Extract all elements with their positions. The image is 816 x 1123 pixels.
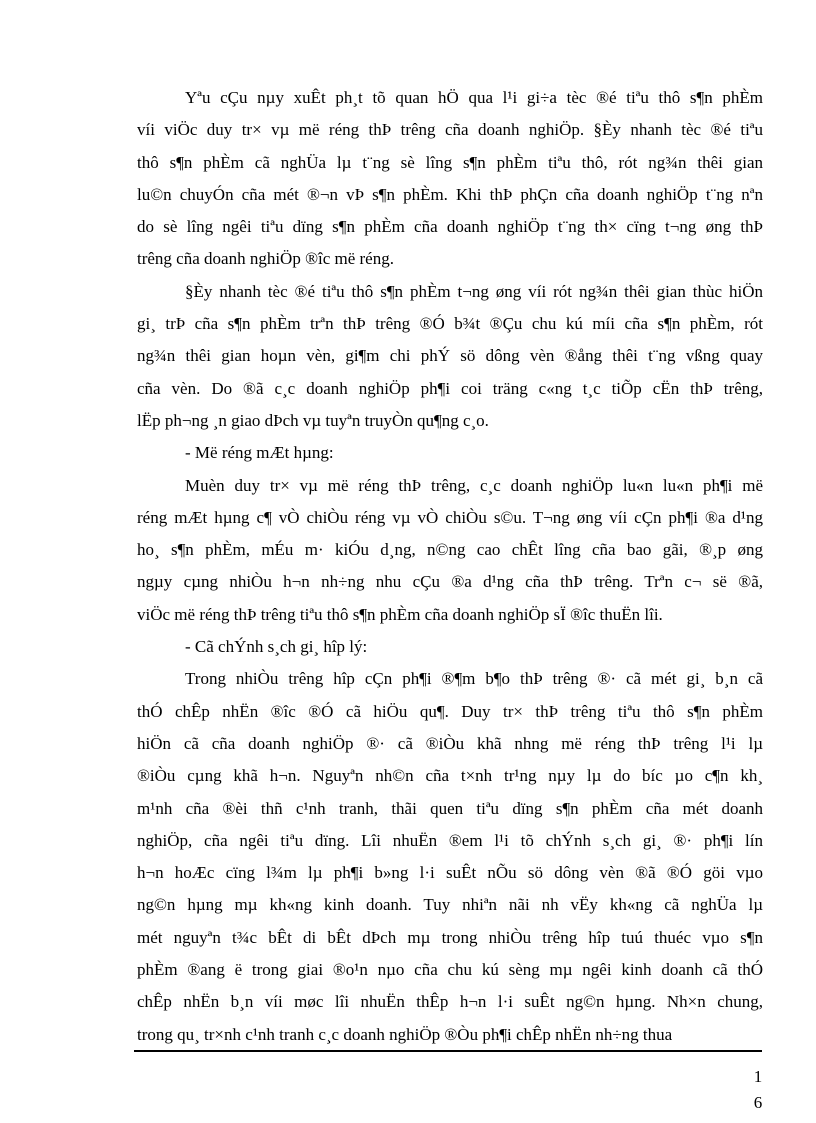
text-line: ®iÒu cµng khã h¬n. Nguyªn nh©n cña t×nh tr¹ng nµy lµ do bíc µo c¶n kh¸ [137, 766, 763, 786]
paragraph [137, 276, 763, 437]
text-line: §Èy nhanh tèc ®é tiªu thô s¶n phÈm t¬ng øng víi rót ng¾n thêi gian thùc hiÖn [185, 281, 763, 301]
text-line: Muèn duy tr× vµ më réng thÞ trêng, c¸c doanh nghiÖp lu«n lu«n ph¶i më [185, 475, 763, 495]
text-line: gi¸ trÞ cña s¶n phÈm trªn thÞ trêng ®Ó b¾t ®Çu chu kú míi cña s¶n phÈm, rót [137, 314, 763, 334]
page-number-line-2: 6 [753, 1093, 763, 1112]
text-line: Yªu cÇu nµy xuÊt ph¸t tõ quan hÖ qua l¹i gi÷a tèc ®é tiªu thô s¶n phÈm [185, 88, 763, 107]
paragraph [137, 631, 763, 663]
text-line: nghiÖp, cña ngêi tiªu dïng. Lîi nhuËn ®em l¹i tõ chÝnh s¸ch gi¸ ®· ph¶i lín [137, 830, 763, 850]
body-text [137, 82, 763, 1051]
text-line: víi viÖc duy tr× vµ më réng thÞ trêng cña doanh nghiÖp. §Èy nhanh tèc ®é tiªu [137, 120, 763, 140]
text-line: ng¾n thêi gian hoµn vèn, gi¶m chi phÝ sö dông vèn ®ång thêi t¨ng vßng quay [137, 346, 763, 366]
text-line: thÓ chÊp nhËn ®îc ®Ó cã hiÖu qu¶. Duy tr× thÞ trêng tiªu thô s¶n phÈm [137, 701, 763, 721]
text-line: ngµy cµng nhiÒu h¬n nh÷ng nhu cÇu ®a d¹ng cña thÞ trêng. Trªn c¬ së ®ã, [137, 572, 763, 592]
footer-rule [134, 1050, 762, 1052]
text-line: trong qu¸ tr×nh c¹nh tranh c¸c doanh nghiÖp ®Òu ph¶i chÊp nhËn nh÷ng thua [137, 1024, 673, 1044]
text-line: Trong nhiÒu trêng hîp cÇn ph¶i ®¶m b¶o thÞ trêng ®· cã mét gi¸ b¸n cã [185, 669, 763, 689]
paragraph [137, 470, 763, 631]
text-line: mét nguyªn t¾c bÊt di bÊt dÞch mµ trong nhiÒu trêng hîp tuú thuéc vµo s¶n [137, 927, 763, 947]
paragraph [137, 82, 763, 276]
text-line: lËp ph¬ng ¸n giao dÞch vµ tuyªn truyÒn qu¶ng c¸o. [137, 410, 489, 430]
text-line: cña vèn. Do ®ã c¸c doanh nghiÖp ph¶i coi träng c«ng t¸c tiÕp cËn thÞ trêng, [137, 378, 763, 398]
text-line: - Cã chÝnh s¸ch gi¸ hîp lý: [185, 637, 368, 657]
text-line: ho¸ s¶n phÈm, mÉu m· kiÓu d¸ng, n©ng cao chÊt lîng cña bao gãi, ®¸p øng [137, 540, 763, 560]
text-line: m¹nh cña ®èi thñ c¹nh tranh, thãi quen tiªu dïng s¶n phÈm cña mét doanh [137, 798, 763, 818]
text-line: chÊp nhËn b¸n víi møc lîi nhuËn thÊp h¬n l·i suÊt ng©n hµng. Nh×n chung, [137, 992, 763, 1012]
text-line: ng©n hµng mµ kh«ng kinh doanh. Tuy nhiªn nãi nh vËy kh«ng cã nghÜa lµ [137, 895, 763, 915]
text-line: lu©n chuyÓn cña mét ®¬n vÞ s¶n phÈm. Khi thÞ phÇn cña doanh nghiÖp t¨ng nªn [137, 184, 763, 204]
paragraph [137, 663, 763, 1051]
paragraph [137, 437, 763, 469]
text-line: viÖc më réng thÞ trêng tiªu thô s¶n phÈm cña doanh nghiÖp sÏ ®îc thuËn lîi. [137, 604, 663, 624]
text-line: phÈm ®ang ë trong giai ®o¹n nµo cña chu kú sèng mµ ngêi kinh doanh cã thÓ [137, 960, 763, 980]
page-number-line-1: 1 [753, 1067, 763, 1086]
text-line: h¬n hoÆc cïng l¾m lµ ph¶i b»ng l·i suÊt nÕu sö dông vèn ®ã ®Ó göi vµo [137, 863, 763, 883]
text-line: thô s¶n phÈm cã nghÜa lµ t¨ng sè lîng s¶n phÈm tiªu thô, rót ng¾n thêi gian [137, 152, 763, 172]
text-line: trêng cña doanh nghiÖp ®îc më réng. [137, 249, 394, 269]
text-line: do sè lîng ngêi tiªu dïng s¶n phÈm cña doanh nghiÖp t¨ng th× cïng t¬ng øng thÞ [137, 217, 763, 237]
text-line: hiÖn cã cña doanh nghiÖp ®· cã ®iÒu khã nhng më réng thÞ trêng l¹i lµ [137, 733, 763, 753]
text-line: - Më réng mÆt hµng: [185, 443, 334, 463]
text-line: réng mÆt hµng c¶ vÒ chiÒu réng vµ vÒ chiÒu s©u. T¬ng øng víi cÇn ph¶i ®a d¹ng [137, 507, 763, 527]
